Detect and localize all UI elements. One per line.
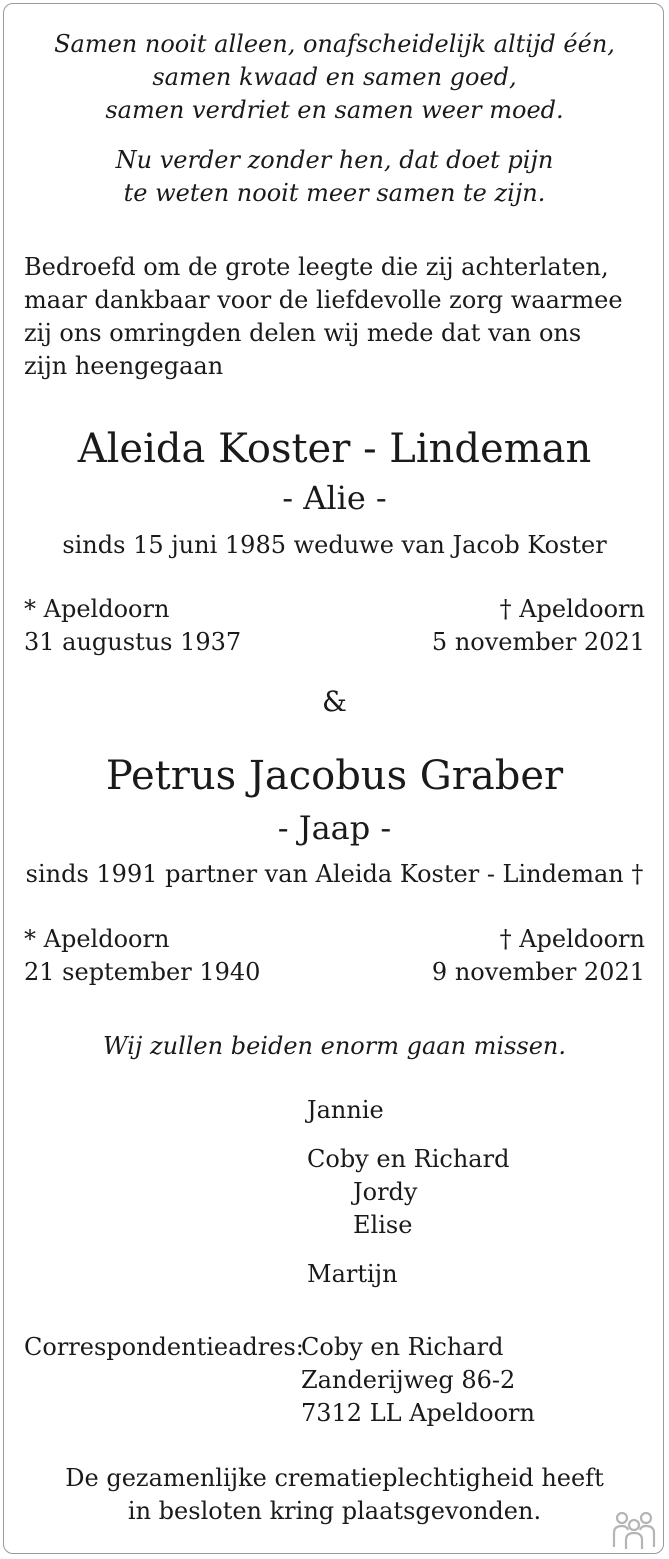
- person2-death-date: 9 november 2021: [431, 958, 645, 986]
- intro-line: maar dankbaar voor de liefdevolle zorg waarmee: [24, 286, 623, 314]
- person2-nickname: - Jaap -: [277, 809, 392, 847]
- person2-birth-date: 21 september 1940: [24, 958, 261, 986]
- correspondence-label: Correspondentieadres:: [24, 1333, 304, 1361]
- person2-relation: sinds 1991 partner van Aleida Koster - Lindeman †: [25, 860, 644, 888]
- people-group-icon: [609, 1509, 659, 1551]
- closing-line: Wij zullen beiden enorm gaan missen.: [102, 1032, 567, 1060]
- intro-line: zij ons omringden delen wij mede dat van ons: [24, 319, 582, 347]
- person1-birth-place: * Apeldoorn: [24, 595, 170, 623]
- correspondence-city: 7312 LL Apeldoorn: [301, 1399, 535, 1427]
- poem-line: Samen nooit alleen, onafscheidelijk altijd één,: [54, 30, 615, 58]
- poem-line: samen verdriet en samen weer moed.: [105, 96, 564, 124]
- person1-death-place: † Apeldoorn: [499, 595, 645, 623]
- footer-line: De gezamenlijke crematieplechtigheid heeft: [65, 1464, 604, 1492]
- correspondence-name: Coby en Richard: [301, 1333, 504, 1361]
- person2-birth-place: * Apeldoorn: [24, 925, 170, 953]
- person2-death-place: † Apeldoorn: [499, 925, 645, 953]
- correspondence-street: Zanderijweg 86-2: [301, 1366, 516, 1394]
- intro-line: zijn heengegaan: [24, 352, 224, 380]
- family-member: Jannie: [307, 1096, 384, 1124]
- person1-name: Aleida Koster - Lindeman: [77, 426, 592, 472]
- poem-line: Nu verder zonder hen, dat doet pijn: [115, 146, 554, 174]
- person1-nickname: - Alie -: [282, 479, 387, 517]
- family-grandchild: Jordy: [353, 1178, 418, 1206]
- family-member: Coby en Richard: [307, 1145, 510, 1173]
- person2-name: Petrus Jacobus Graber: [105, 753, 564, 799]
- person1-relation: sinds 15 juni 1985 weduwe van Jacob Koster: [62, 531, 607, 559]
- footer-line: in besloten kring plaatsgevonden.: [127, 1497, 542, 1525]
- ampersand: &: [322, 685, 347, 718]
- poem-line: samen kwaad en samen goed,: [152, 63, 517, 91]
- person1-birth-date: 31 augustus 1937: [24, 628, 242, 656]
- poem-line: te weten nooit meer samen te zijn.: [123, 179, 546, 207]
- family-grandchild: Elise: [353, 1211, 413, 1239]
- intro-line: Bedroefd om de grote leegte die zij achterlaten,: [24, 253, 609, 281]
- family-member: Martijn: [307, 1260, 398, 1288]
- person1-death-date: 5 november 2021: [431, 628, 645, 656]
